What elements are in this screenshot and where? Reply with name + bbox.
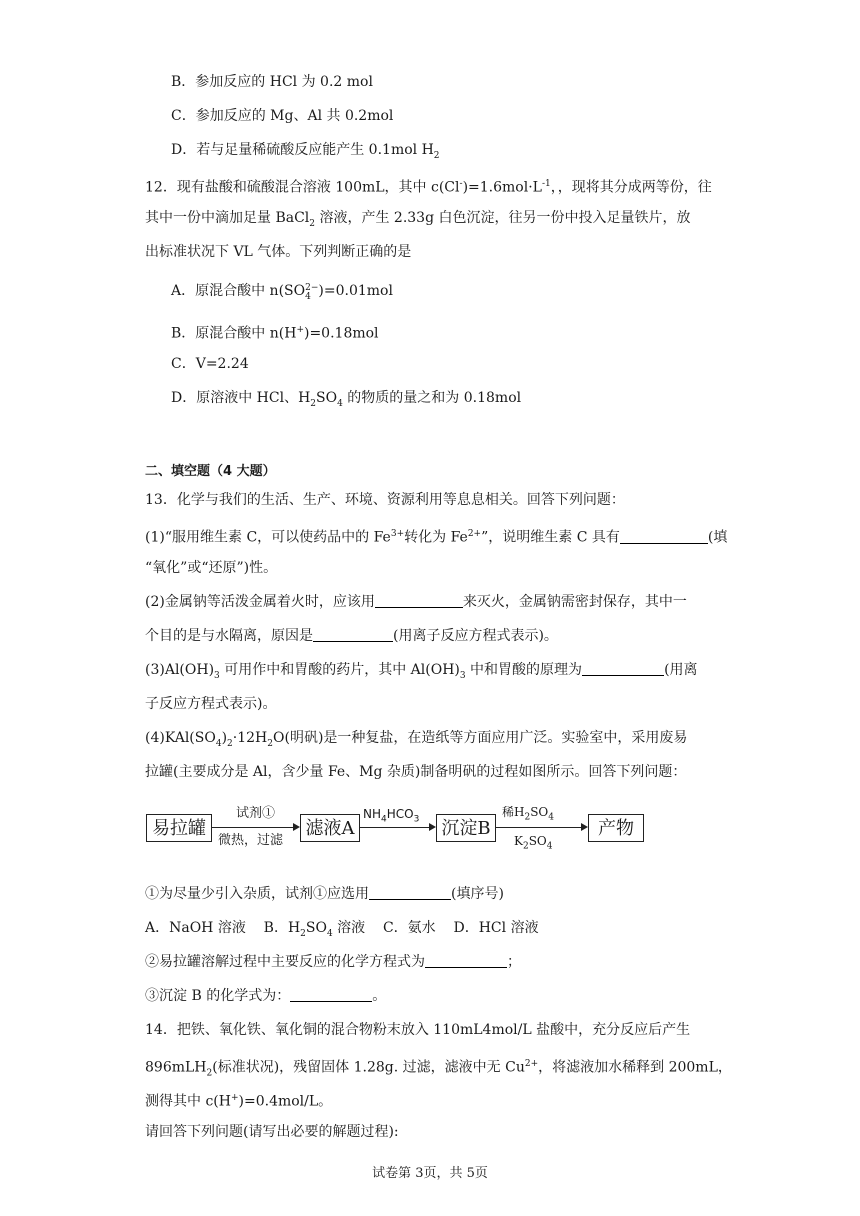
flow-arrow-3-top-label: 稀$H_2SO_4$ <box>502 805 554 823</box>
answer-blank[interactable] <box>313 627 393 642</box>
q14-line-4: 请回答下列问题(请写出必要的解题过程): <box>145 1124 399 1140</box>
q11-option-b: B．参加反应的 HCl 为 0.2 mol <box>171 74 373 90</box>
q13-part-3-line-1: $(3)Al(OH)_3$ 可用作中和胃酸的药片，其中 $Al(OH)_3$ 中和胃酸的原理为 (用离 <box>145 662 698 681</box>
section-2-title: 二、填空题（4 大题） <box>145 464 276 479</box>
q11-option-c: C．参加反应的 Mg、Al 共 0.2mol <box>171 108 394 124</box>
q13-part-1-line-1: (1)“服用维生素 C，可以使药品中的 $Fe^{3+}$转化为 $Fe^{2+}$”，说明维生素 C 具有 (填 <box>145 529 728 546</box>
q12-option-d: D．原溶液中 HCl、$H_2SO_4$ 的物质的量之和为 0.18mol <box>171 390 522 409</box>
flow-arrow-2-top-label: $NH_4HCO_3$ <box>363 807 420 825</box>
q12-line-1: 12．现有盐酸和硫酸混合溶液 100mL，其中 $c(Cl^-)=1.6mol\cdot L^{-1}$，，现将其分成两等份，往 <box>145 179 712 196</box>
q12-option-c: C．V=2.24 <box>171 356 249 372</box>
answer-blank[interactable] <box>425 953 507 968</box>
flow-arrow-1-bottom-label: 微热，过滤 <box>218 833 284 848</box>
flow-box-precipitate-b: 沉淀B <box>436 814 496 842</box>
q14-line-2: 896mLH$_2$(标准状况)，残留固体 1.28g. 过滤，滤液中无 $Cu^{2+}$，将滤液加水稀释到 200mL， <box>145 1059 732 1079</box>
q13-part-1-line-2: “氧化”或“还原”)性。 <box>145 560 278 576</box>
q13-part-3-line-2: 子反应方程式表示)。 <box>145 696 277 712</box>
q13-part-2-line-1: (2)金属钠等活泼金属着火时，应该用 来灭火，金属钠需密封保存，其中一 <box>145 594 687 610</box>
q13-sub-1-options: A．NaOH 溶液 B．$H_2SO_4$ 溶液 C．氨水 D．HCl 溶液 <box>145 920 539 939</box>
q11-option-d: D．若与足量稀硫酸反应能产生 0.1mol $H_2$ <box>171 142 440 161</box>
q12-option-b: B．原混合酸中 n(H+)=0.18mol <box>171 325 379 342</box>
flow-arrow-1-top-label: 试剂① <box>236 806 276 821</box>
q13-intro: 13．化学与我们的生活、生产、环境、资源利用等息息相关。回答下列问题： <box>145 492 625 508</box>
q13-sub-1: ①为尽量少引入杂质，试剂①应选用 (填序号) <box>145 886 504 902</box>
answer-blank[interactable] <box>290 987 372 1002</box>
answer-blank[interactable] <box>620 529 708 544</box>
alum-process-flowchart <box>146 800 646 858</box>
flow-arrow-3-bottom-label: $K_2SO_4$ <box>514 834 553 852</box>
q13-sub-2: ②易拉罐溶解过程中主要反应的化学方程式为 ； <box>145 954 521 970</box>
q13-part-2-line-2: 个目的是与水隔离，原因是 (用离子反应方程式表示)。 <box>145 628 558 644</box>
q13-part-4-line-2: 拉罐(主要成分是 Al，含少量 Fe、Mg 杂质)制备明矾的过程如图所示。回答下列问题： <box>145 764 687 780</box>
flow-arrow-3 <box>496 827 586 828</box>
q14-line-3: 测得其中 c(H+)=0.4mol/L。 <box>145 1093 333 1110</box>
q12-option-a: A．原混合酸中 n(SO 2− 4 )=0.01mol <box>171 283 393 302</box>
answer-blank[interactable] <box>369 885 451 900</box>
page-footer: 试卷第 3页，共 5页 <box>372 1166 488 1181</box>
flow-arrow-1 <box>212 827 298 828</box>
answer-blank[interactable] <box>375 593 463 608</box>
q13-sub-3: ③沉淀 B 的化学式为： 。 <box>145 988 387 1004</box>
q12-line-3: 出标准状况下 VL 气体。下列判断正确的是 <box>145 244 412 260</box>
q13-part-4-line-1: $(4)KAl(SO_4)_2\cdot 12H_2O$(明矾)是一种复盐，在造纸等方面应用广泛。实验室中，采用废易 <box>145 730 688 749</box>
flow-box-can: 易拉罐 <box>146 814 212 842</box>
flow-box-product: 产物 <box>588 814 644 842</box>
q14-line-1: 14．把铁、氧化铁、氧化铜的混合物粉末放入 110mL4mol/L 盐酸中，充分反应后产生 <box>145 1022 691 1038</box>
flow-box-filtrate-a: 滤液A <box>300 814 360 842</box>
answer-blank[interactable] <box>582 661 664 676</box>
q12-line-2: 其中一份中滴加足量 BaCl$_2$ 溶液，产生 2.33g 白色沉淀，往另一份中投入足量铁片，放 <box>145 210 691 229</box>
